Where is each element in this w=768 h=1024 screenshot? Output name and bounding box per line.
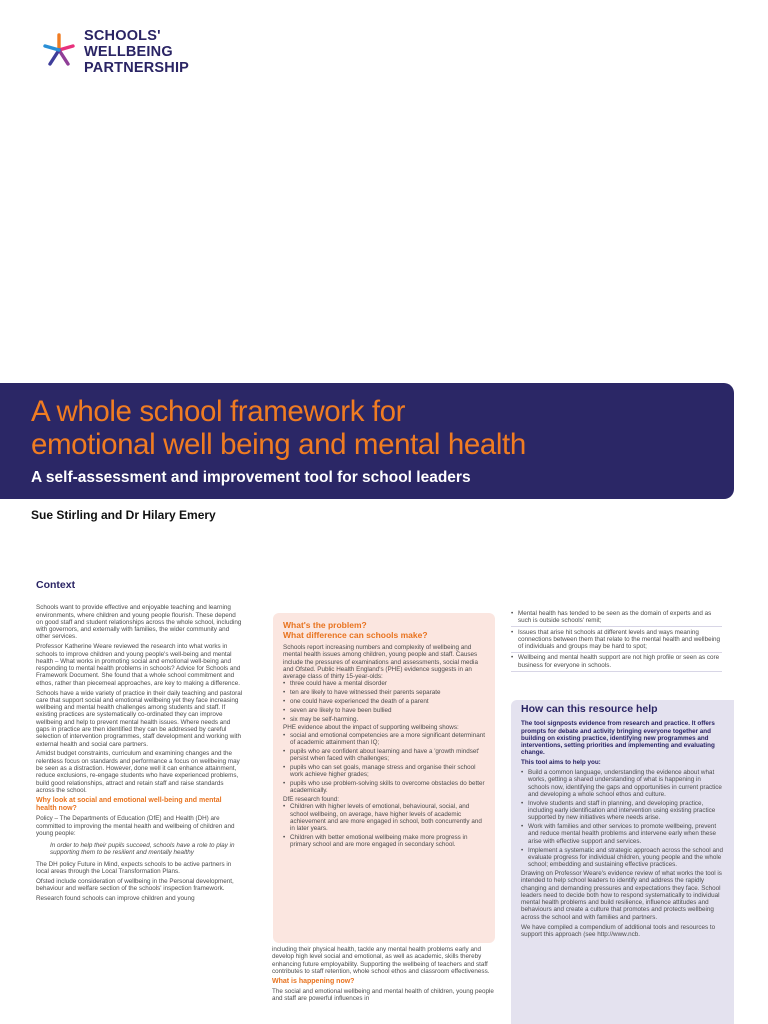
aims-heading: This tool aims to help you: [521,759,601,767]
aims-list [521,769,724,868]
authors: Sue Stirling and Dr Hilary Emery [31,508,216,522]
list-item: • pupils who are confident about learning and have a 'growth mindset' persist when faced with challenges; [283,748,485,763]
paragraph: Schools have a wide variety of practice in their daily teaching and pastoral care that support social and emotional wellbeing yet they face increasing wellbeing and mental health challenges among students and staff. If existing practices are systematically co-ordinated they can improve wellbeing and help to prevent mental health issues. Where needs and gaps in practice are then identified they can be addressed by careful selection of intervention programmes, staff development and working with external health and social care partners. [36,689,243,748]
list-item: • pupils who can set goals, manage stress and organise their school work achieve higher grades; [283,764,485,779]
section-heading: What is happening now? [272,978,355,986]
resource-box [511,700,734,1024]
list-item: • Implement a systematic and strategic approach across the school and evaluate progress for individual children, young people and the whole school; embedding and sustaining effective practices. [521,847,724,869]
list-item: • social and emotional competencies are a more significant determinant of academic attainment than IQ; [283,732,485,747]
problem-heading: What's the problem? What difference can schools make? [283,620,428,640]
paragraph: Drawing on Professor Weare's evidence review of what works the tool is intended to help school leaders to identify and address the rapidly changing and demanding pressures and expectations they face. School leaders need to decide both how to respond systematically to individual mental health problems and build resilience, influence attitudes and behaviours and create a culture that promotes and protects wellbeing across the school and with families and partners. [521,869,722,921]
list-item: • Mental health has tended to be seen as the domain of experts and as such is outside schools' remit; [511,610,722,627]
title-banner [0,383,734,499]
paragraph: The social and emotional wellbeing and mental health of children, young people and staff are powerful influences in [272,988,494,1003]
document-subtitle: A self-assessment and improvement tool for school leaders [31,469,471,486]
section-heading: Why look at social and emotional well-being and mental health now? [36,797,222,813]
list-item: • Children with better emotional wellbeing make more progress in primary school and are more engaged in secondary school. [283,834,485,849]
paragraph: including their physical health, tackle any mental health problems early and develop high level social and emotional, as well as academic, skills thereby enhancing future employability. Supporting the wellbeing of teachers and staff contributes to staff retention, whole school ethos and classroom effectiveness. [272,946,490,975]
list-item: • Involve students and staff in planning, and developing practice, including early identification and intervention using existing practice supported by new initiatives where needs arise. [521,800,724,822]
paragraph: Research found schools can improve children and young [36,894,195,902]
paragraph: We have compiled a compendium of additional tools and resources to support this approach (see http://www.ncb. [521,923,716,938]
logo [42,28,189,76]
issues-list [511,610,722,672]
list-item: • Work with families and other services to promote wellbeing, prevent and reduce mental health problems and intervene early when these arise with effective support and services. [521,823,724,845]
star-logo-icon [42,32,76,68]
list-item: • ten are likely to have witnessed their parents separate [283,689,485,696]
paragraph: The tool signposts evidence from research and practice. It offers prompts for debate and activity bringing everyone together and building on existing practice, identifying new programmes and interventions, setting priorities and implementing and evaluating change. [521,720,715,757]
context-heading: Context [36,579,76,591]
context-column [36,579,243,905]
stats-list [283,680,485,722]
paragraph: Schools report increasing numbers and complexity of wellbeing and mental health issues among children, young people and staff. Causes include the pressures of examinations and assessments, social media and Ofsted. Public Health England's (PHE) evidence suggests in an average class of thirty 15-year-olds: [283,644,478,681]
paragraph: Amidst budget constraints, curriculum and examining changes and the relentless focus on standards and performance a focus on wellbeing may be seen as a distraction. However, done well it can enhance attainment, reduce exclusions, re-engage students who have experienced problems, build good relationships, attract and retain staff and raise standards across the school. [36,750,240,794]
list-item: • Children with higher levels of emotional, behavioural, social, and school wellbeing, on average, have higher levels of academic achievement and are more engaged in school, both concurrently and in later years. [283,803,485,832]
paragraph: Policy – The Departments of Education (DfE) and Health (DH) are committed to improving the mental health and wellbeing of children and young people: [36,815,235,837]
logo-wordmark: SCHOOLS' WELLBEING PARTNERSHIP [84,28,190,76]
document-title: A whole school framework for emotional well being and mental health [31,395,526,461]
list-item: • seven are likely to have been bullied [283,707,485,714]
paragraph: Professor Katherine Weare reviewed the research into what works in schools to improve children and young people's well-being and mental health – What works in promoting social and emotional well-being and responding to mental health problems in schools? Advice for Schools and Framework Document. She found that a whole school commitment and ethos, rather than piecemeal approaches, are key to making a difference. [36,643,241,687]
column-2-text [272,946,494,1005]
resource-heading: How can this resource help [521,703,658,715]
list-item: • pupils who use problem-solving skills to overcome obstacles do better academically. [283,780,485,795]
list-item: • Wellbeing and mental health support are not high profile or seen as core business for everyone in schools. [511,654,722,671]
paragraph: PHE evidence about the impact of supporting wellbeing shows: [283,724,459,732]
list-item: • Build a common language, understanding the evidence about what works, getting a shared understanding of what is happening in schools now, identifying the gaps and opportunities in current practice and developing a whole school ethos and culture. [521,769,724,798]
paragraph: Ofsted include consideration of wellbeing in the Personal development, behaviour and welfare section of the schools' inspection framework. [36,877,234,893]
dfe-list [283,803,485,848]
list-item: • three could have a mental disorder [283,680,485,687]
quote: In order to help their pupils succeed, schools have a role to play in supporting them to be resilient and mentally healthy [50,841,235,856]
list-item: • six may be self-harming. [283,716,485,723]
column-3-text [511,610,722,673]
list-item: • Issues that arise hit schools at different levels and ways meaning connections between them that relate to the mental health and wellbeing of individuals and groups may be hard to spot; [511,629,722,653]
paragraph: DfE research found: [283,796,340,804]
phe-list [283,732,485,795]
paragraph: The DH policy Future in Mind, expects schools to be active partners in local areas through the Local Transformation Plans. [36,860,232,875]
paragraph: Schools want to provide effective and enjoyable teaching and learning environments, where children and young people flourish. These depend on good staff and student relationships across the whole school, including with governors, and externally with families, the wider community and other services. [36,604,242,641]
problem-box [273,613,495,943]
list-item: • one could have experienced the death of a parent [283,698,485,705]
